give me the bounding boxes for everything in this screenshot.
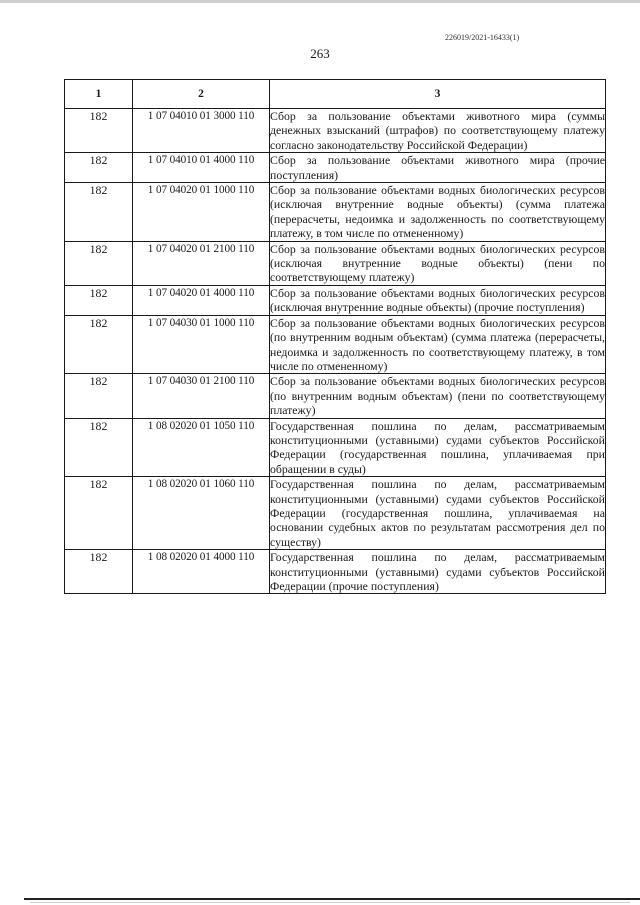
revenue-codes-table: [64, 79, 606, 594]
admin-code-cell: 182: [65, 153, 133, 183]
admin-code-cell: 182: [65, 285, 133, 315]
admin-code-cell: 182: [65, 241, 133, 285]
revenue-code-cell: 1 08 02020 01 1060 110: [133, 477, 270, 550]
revenue-code-cell: 1 07 04010 01 4000 110: [133, 153, 270, 183]
table-row: [65, 285, 606, 315]
table-row: [65, 183, 606, 242]
revenue-name-cell: Сбор за пользование объектами животного мира (суммы денежных взысканий (штрафов) по соответствующему платежу согласно законодательству Российской Федерации): [270, 109, 605, 152]
revenue-name-cell: Сбор за пользование объектами водных биологических ресурсов (по внутренним водным объектам) (сумма платежа (перерасчеты, недоимка и задолженность по соответствующему платежу, в том числе по отмененному): [270, 315, 605, 373]
admin-code-cell: 182: [65, 477, 133, 550]
table-row: [65, 477, 606, 550]
revenue-name-cell: Сбор за пользование объектами водных биологических ресурсов (исключая внутренние водные объекты) (пени по соответствующему платежу): [270, 241, 605, 285]
revenue-name-cell: Государственная пошлина по делам, рассматриваемым конституционными (уставными) судами субъектов Российской Федерации (государственная пошлина, уплачиваемая при обращении в суды): [270, 418, 605, 476]
revenue-code-cell: 1 07 04030 01 2100 110: [133, 374, 270, 418]
revenue-name-cell: Сбор за пользование объектами водных биологических ресурсов (исключая внутренние водные объекты) (прочие поступления): [270, 285, 605, 315]
table-row: [65, 315, 606, 374]
revenue-name-cell: Государственная пошлина по делам, рассматриваемым конституционными (уставными) судами субъектов Российской Федерации (государственная пошлина, уплачиваемая на основании судебных актов по результатам рассмотрения дел по существу): [270, 477, 605, 549]
admin-code-cell: 182: [65, 315, 133, 374]
revenue-code-cell: 1 08 02020 01 1050 110: [133, 418, 270, 477]
admin-code-cell: 182: [65, 374, 133, 418]
page-number: 263: [310, 46, 330, 61]
admin-code-cell: 182: [65, 183, 133, 242]
table-row: [65, 418, 606, 477]
column-header-2: 2: [133, 80, 270, 109]
revenue-code-cell: 1 07 04020 01 4000 110: [133, 285, 270, 315]
revenue-code-cell: 1 07 04010 01 3000 110: [133, 109, 270, 153]
revenue-name-cell: Сбор за пользование объектами водных биологических ресурсов (по внутренним водным объектам) (пени по соответствующему платежу): [270, 374, 605, 418]
admin-code-cell: 182: [65, 109, 133, 153]
document-registration-number: 226019/2021-16433(1): [445, 33, 520, 42]
scan-bottom-shadow: [30, 902, 630, 903]
revenue-code-cell: 1 07 04030 01 1000 110: [133, 315, 270, 374]
revenue-name-cell: Государственная пошлина по делам, рассматриваемым конституционными (уставными) судами субъектов Российской Федерации (прочие поступления): [270, 550, 605, 593]
table-row: [65, 109, 606, 153]
scan-top-edge: [0, 0, 640, 3]
admin-code-cell: 182: [65, 418, 133, 477]
table-row: [65, 241, 606, 285]
revenue-code-cell: 1 08 02020 01 4000 110: [133, 550, 270, 594]
table-row: [65, 374, 606, 418]
revenue-name-cell: Сбор за пользование объектами водных биологических ресурсов (исключая внутренние водные объекты) (сумма платежа (перерасчеты, недоимка и задолженность по соответствующему платежу, в том числе по отмененному): [270, 183, 605, 241]
table-row: [65, 153, 606, 183]
column-header-3: 3: [270, 80, 606, 109]
revenue-name-cell: Сбор за пользование объектами животного мира (прочие поступления): [270, 153, 605, 182]
table-header-row: [65, 80, 606, 109]
revenue-code-cell: 1 07 04020 01 2100 110: [133, 241, 270, 285]
revenue-code-cell: 1 07 04020 01 1000 110: [133, 183, 270, 242]
admin-code-cell: 182: [65, 550, 133, 594]
column-header-1: 1: [65, 80, 133, 109]
table-row: [65, 550, 606, 594]
scan-bottom-border: [24, 898, 640, 900]
